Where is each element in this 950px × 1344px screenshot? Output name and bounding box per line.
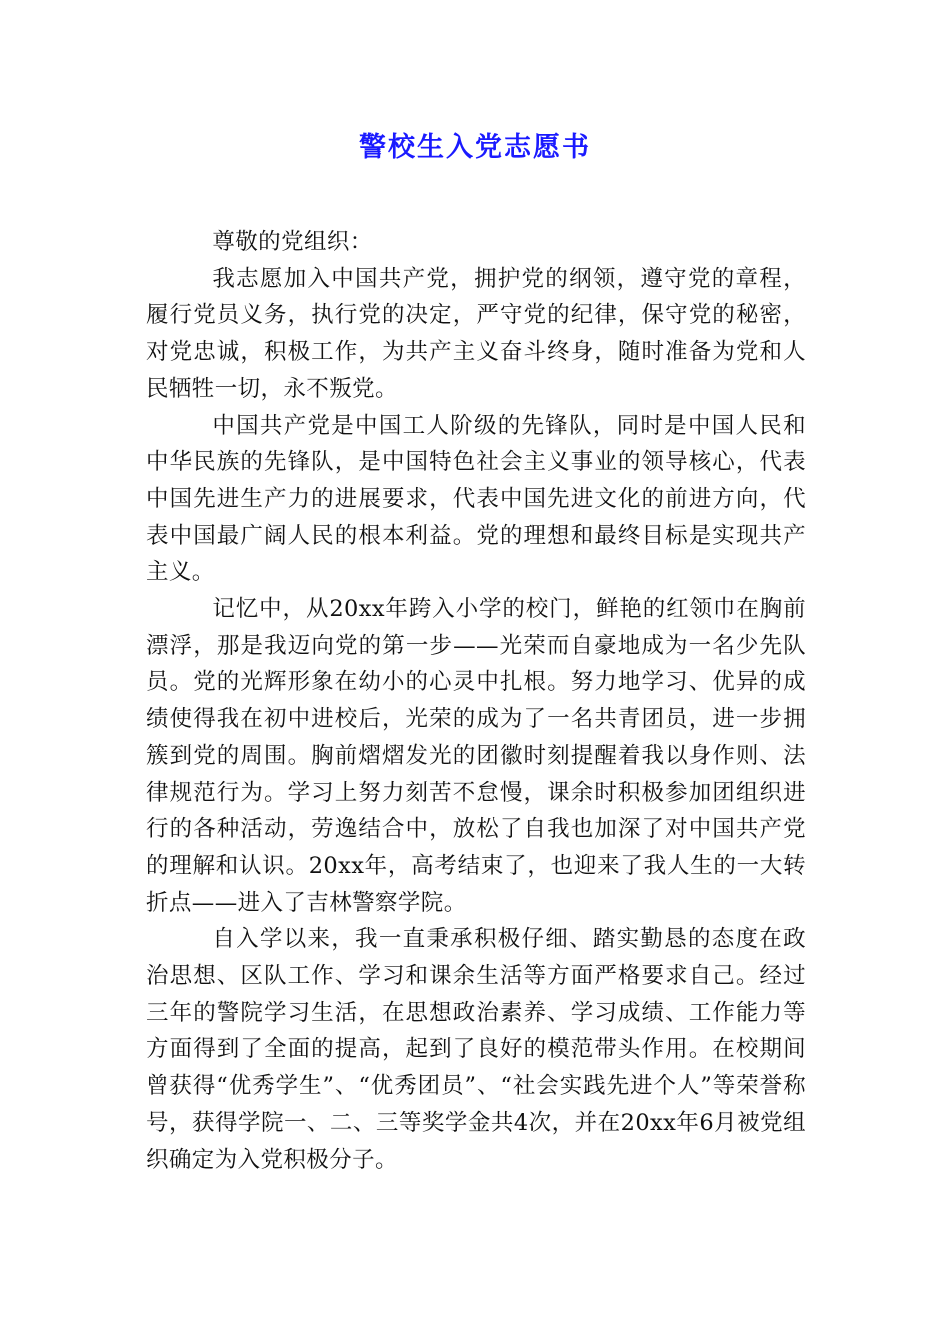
paragraph-party-description: 中国共产党是中国工人阶级的先锋队，同时是中国人民和中华民族的先锋队，是中国特色社会主义事业的领导核心，代表中国先进生产力的进展要求，代表中国先进文化的前进方向，代表中国最广阔人民的根本利益。党的理想和最终目标是实现共产主义。	[146, 412, 806, 586]
paragraph-achievements: 自入学以来，我一直秉承积极仔细、踏实勤恳的态度在政治思想、区队工作、学习和课余生活等方面严格要求自己。经过三年的警院学习生活，在思想政治素养、学习成绩、工作能力等方面得到了全面的提高，起到了良好的模范带头作用。在校期间曾获得“优秀学生”、“优秀团员”、“社会实践先进个人”等荣誉称号，获得学院一、二、三等奖学金共4次，并在20xx年6月被党组织确定为入党积极分子。	[146, 926, 806, 1173]
document-title: 警校生入党志愿书	[359, 132, 591, 163]
salutation: 尊敬的党组织：	[212, 229, 373, 255]
document-body	[146, 224, 806, 1178]
paragraph-pledge: 我志愿加入中国共产党，拥护党的纲领，遵守党的章程，履行党员义务，执行党的决定，严守党的纪律，保守党的秘密，对党忠诚，积极工作，为共产主义奋斗终身，随时准备为党和人民牺牲一切，永不叛党。	[146, 265, 806, 402]
paragraph-memories: 记忆中，从20xx年跨入小学的校门，鲜艳的红领巾在胸前漂浮，那是我迈向党的第一步——光荣而自豪地成为一名少先队员。党的光辉形象在幼小的心灵中扎根。努力地学习、优异的成绩使得我在初中进校后，光荣的成为了一名共青团员，进一步拥簇到党的周围。胸前熠熠发光的团徽时刻提醒着我以身作则、法律规范行为。学习上努力刻苦不怠慢，课余时积极参加团组织进行的各种活动，劳逸结合中，放松了自我也加深了对中国共产党的理解和认识。20xx年，高考结束了，也迎来了我人生的一大转折点——进入了吉林警察学院。	[146, 596, 806, 916]
